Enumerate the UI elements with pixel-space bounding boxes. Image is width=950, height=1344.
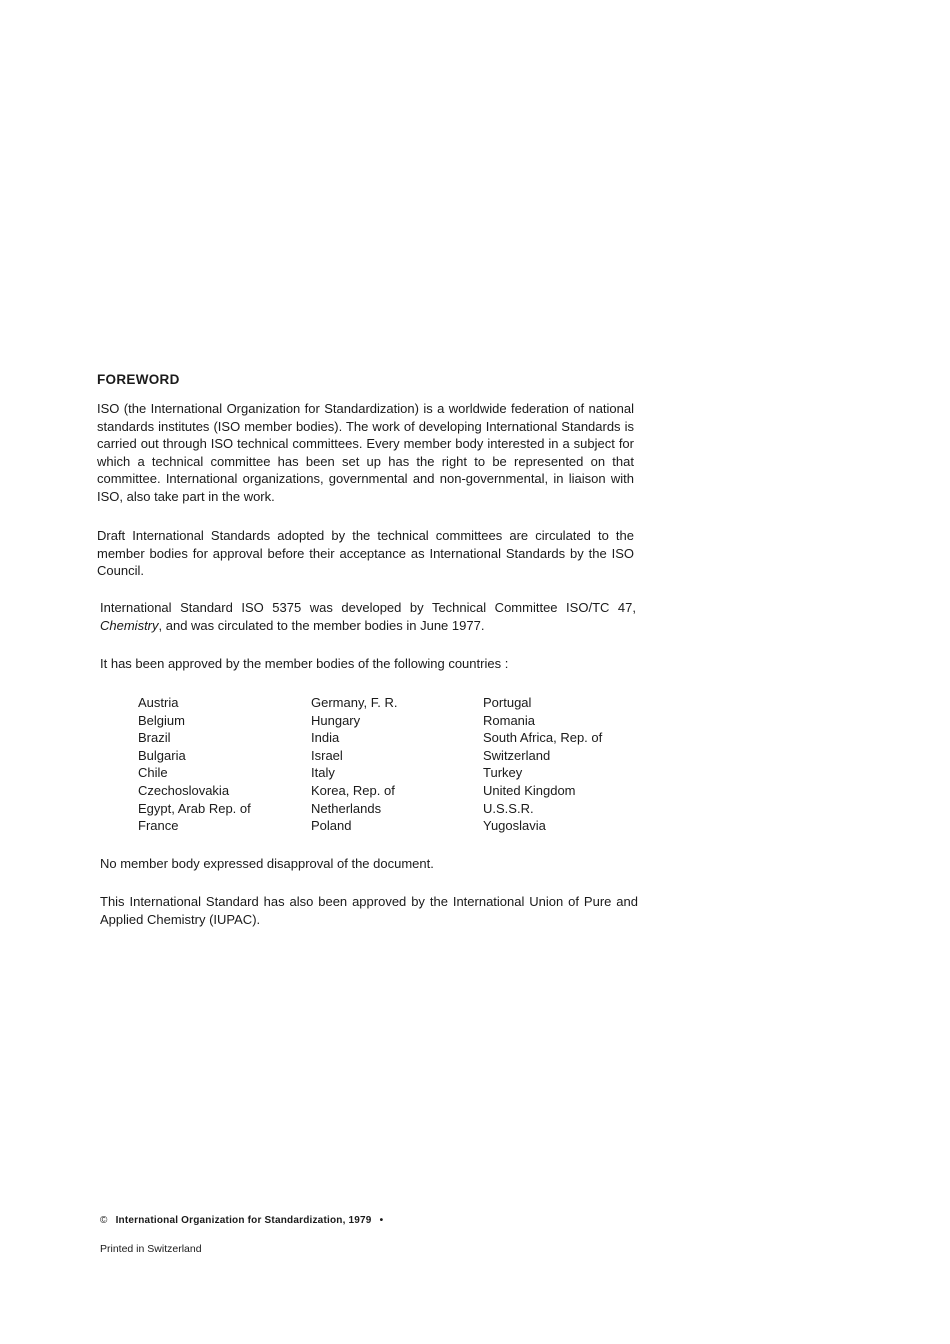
country-item: Romania: [483, 712, 536, 728]
country-item: Italy: [311, 765, 335, 781]
country-item: Bulgaria: [138, 747, 186, 763]
country-item: Germany, F. R.: [311, 695, 398, 710]
country-item: Israel: [311, 747, 343, 763]
foreword-paragraph-no-disapproval: No member body expressed disapproval of the document.: [100, 856, 434, 871]
copyright-icon: ©: [100, 1215, 108, 1226]
country-item: Korea, Rep. of: [311, 782, 395, 798]
foreword-heading: FOREWORD: [97, 372, 180, 387]
country-item: South Africa, Rep. of: [483, 730, 603, 746]
printed-location: Printed in Switzerland: [100, 1243, 202, 1255]
countries-column-1: [138, 694, 251, 835]
country-item: France: [138, 818, 179, 834]
country-item: Austria: [138, 695, 179, 710]
bullet-icon: •: [379, 1215, 384, 1226]
country-item: Hungary: [311, 712, 361, 728]
foreword-paragraph-iupac: This International Standard has also been approved by the International Union of Pure and Applied Chemistry (IUPAC).: [100, 894, 638, 927]
country-item: Portugal: [483, 695, 532, 710]
country-item: Poland: [311, 818, 352, 834]
foreword-paragraph-draft-standards: Draft International Standards adopted by the technical committees are circulated to the member bodies for approval before their acceptance as International Standards by the ISO Council.: [97, 528, 634, 579]
country-item: Egypt, Arab Rep. of: [138, 800, 251, 816]
country-item: Turkey: [483, 765, 523, 781]
country-item: Belgium: [138, 712, 185, 728]
country-item: Netherlands: [311, 800, 382, 816]
country-item: India: [311, 730, 340, 746]
country-item: Yugoslavia: [483, 818, 546, 834]
country-item: U.S.S.R.: [483, 800, 534, 816]
country-item: Czechoslovakia: [138, 782, 230, 798]
copyright-text: International Organization for Standardization, 1979: [115, 1215, 372, 1226]
foreword-paragraph-development: [100, 599, 636, 634]
development-text-start: International Standard ISO 5375 was developed by Technical Committee ISO/TC 47,: [100, 600, 636, 615]
foreword-paragraph-approval: It has been approved by the member bodies of the following countries :: [100, 656, 509, 671]
development-text-end: , and was circulated to the member bodies in June 1977.: [158, 617, 485, 633]
country-item: Chile: [138, 765, 168, 781]
country-item: United Kingdom: [483, 782, 576, 798]
copyright-line: [100, 1215, 383, 1226]
countries-column-3: [483, 694, 602, 835]
country-item: Brazil: [138, 730, 171, 746]
countries-column-2: [311, 694, 397, 835]
foreword-paragraph-iso-description: ISO (the International Organization for Standardization) is a worldwide federation of national standards institutes (ISO member bodies). The work of developing International Standards is carried out through ISO technical committees. Every member body interested in a subject for which a technical committee has been set up has the right to be represented on that committee. International organizations, governmental and non-governmental, in liaison with ISO, also take part in the work.: [97, 401, 634, 504]
country-item: Switzerland: [483, 747, 551, 763]
committee-name: Chemistry: [100, 617, 159, 633]
